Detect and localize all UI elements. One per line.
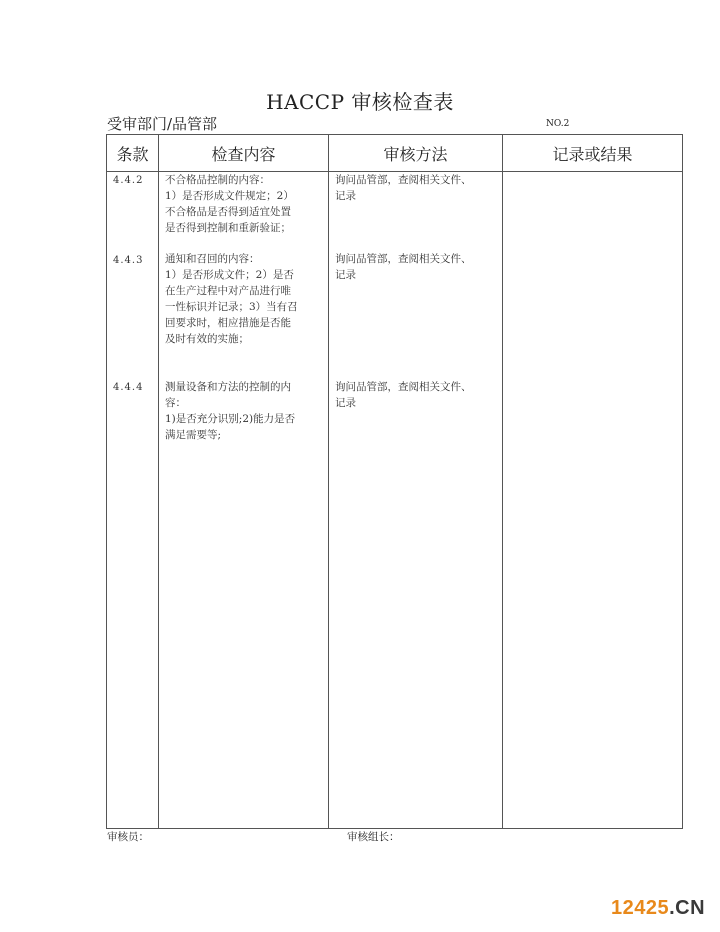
check-content-line: 一性标识并记录；3）当有召 [165, 301, 298, 313]
check-content-line: 回要求时，相应措施是否能 [165, 317, 291, 329]
audit-method [335, 379, 472, 411]
clause-number: 4.4.2 [113, 175, 144, 186]
check-content-line: 及时有效的实施； [165, 333, 249, 345]
table-header-row [107, 135, 683, 172]
audited-department: 受审部门/品管部 [107, 115, 218, 133]
audit-method-line: 记录 [335, 190, 356, 202]
audit-method [335, 251, 472, 283]
check-content-line: 1)是否充分识别;2)能力是否 [165, 413, 296, 425]
check-content-line: 1）是否形成文件；2）是否 [165, 269, 294, 281]
document-number: NO.2 [546, 119, 570, 129]
check-content-line: 测量设备和方法的控制的内 [165, 381, 291, 393]
page-title: HACCP 审核检查表 [266, 90, 454, 114]
watermark-suffix: .CN [669, 897, 706, 919]
check-content-line: 通知和召回的内容： [165, 253, 260, 265]
check-content-line: 在生产过程中对产品进行唯 [165, 285, 291, 297]
check-content [165, 379, 295, 443]
check-content [165, 172, 294, 236]
result-cell[interactable] [503, 172, 683, 829]
check-content-line: 是否得到控制和重新验证； [165, 222, 291, 234]
audit-method-line: 记录 [335, 269, 356, 281]
audit-method-line: 询问品管部，查阅相关文件、 [335, 381, 472, 393]
auditor-label: 审核员： [107, 831, 149, 843]
column-header-content: 检查内容 [159, 135, 329, 172]
check-content-line: 满足需要等; [165, 429, 222, 441]
audit-checklist-table [106, 134, 683, 829]
column-header-clause: 条款 [107, 135, 159, 172]
audit-method-line: 询问品管部，查阅相关文件、 [335, 174, 472, 186]
check-content-line: 1）是否形成文件规定；2） [165, 190, 294, 202]
check-content-line: 不合格品控制的内容： [165, 174, 270, 186]
audit-method-line: 记录 [335, 397, 356, 409]
audit-method [335, 172, 472, 204]
check-content [165, 251, 298, 347]
clause-cell [107, 172, 159, 829]
check-content-line: 不合格品是否得到适宜处置 [165, 206, 291, 218]
watermark-digits: 12425 [611, 897, 670, 919]
site-watermark-logo [611, 897, 705, 920]
clause-number: 4.4.4 [113, 382, 144, 393]
column-header-result: 记录或结果 [503, 135, 683, 172]
audit-leader-label: 审核组长： [347, 831, 400, 843]
clause-number: 4.4.3 [113, 255, 144, 266]
audit-method-line: 询问品管部，查阅相关文件、 [335, 253, 472, 265]
check-content-line: 容： [165, 397, 186, 409]
column-header-method: 审核方法 [329, 135, 503, 172]
